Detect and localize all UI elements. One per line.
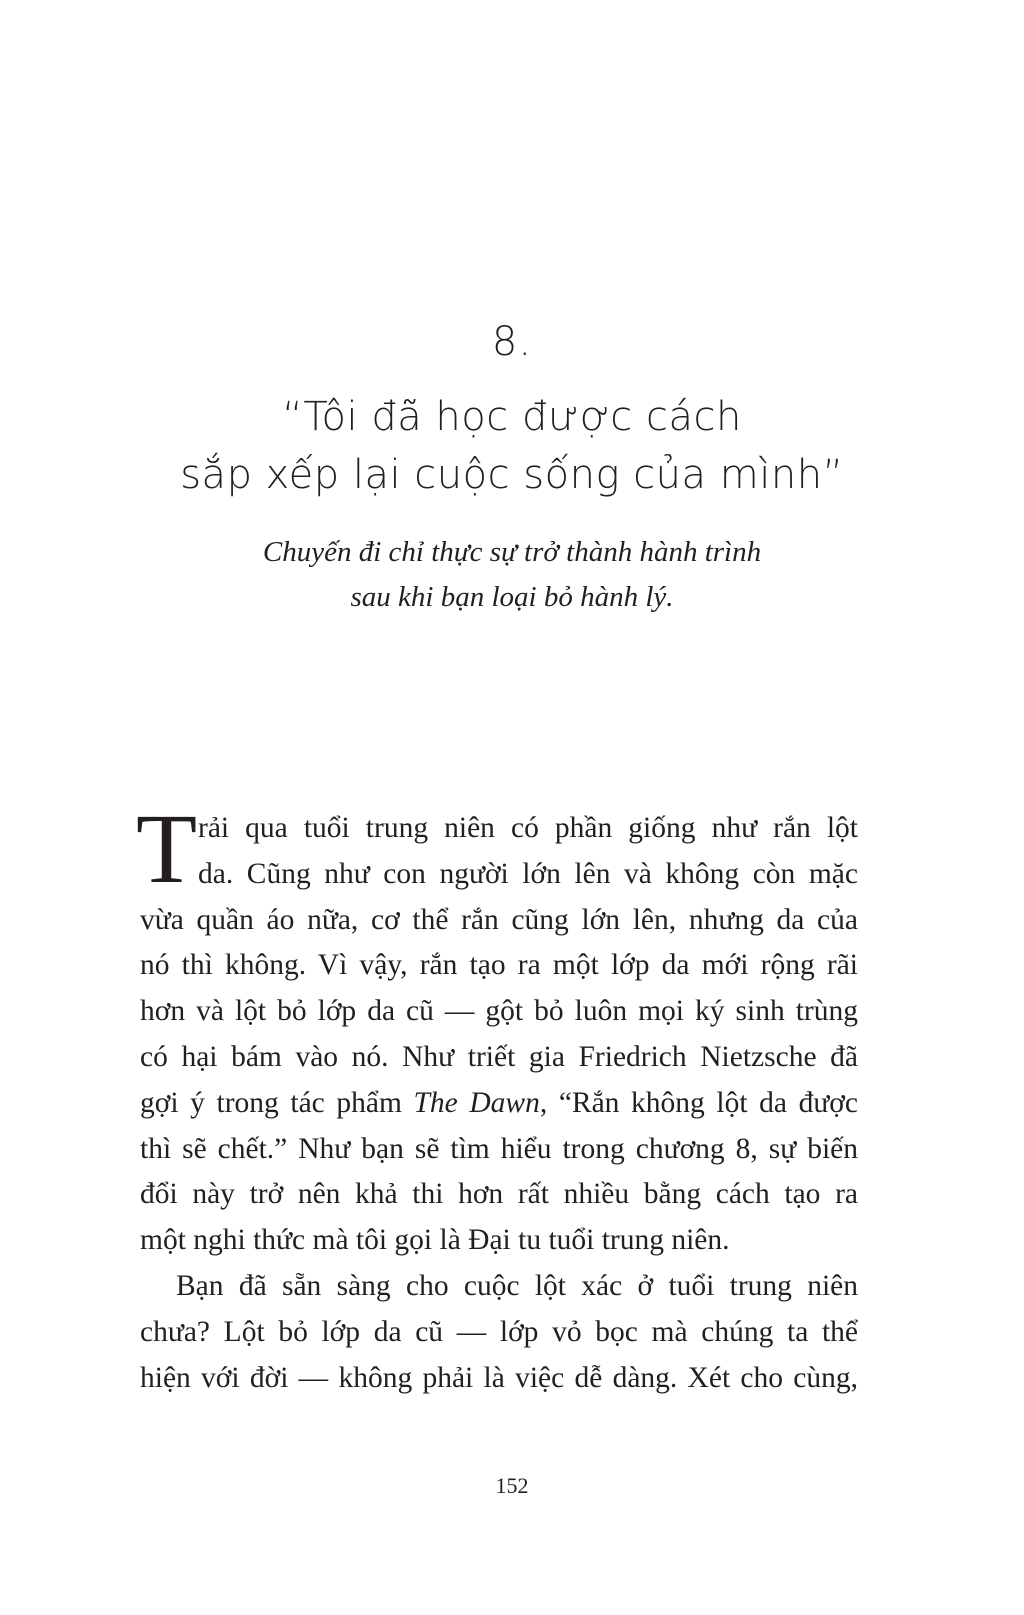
body-line-part: , “Rắn không lột da được	[539, 1086, 859, 1119]
epigraph-line: Chuyến đi chỉ thực sự trở thành hành trình	[262, 536, 762, 568]
body-line: đổi này trở nên khả thi hơn rất nhiều bằng cách tạo ra	[140, 1178, 858, 1211]
drop-cap: T	[136, 793, 198, 904]
body-line: da. Cũng như con người lớn lên và không còn mặc	[198, 857, 858, 890]
epigraph	[100, 530, 924, 620]
page-number: 152	[495, 1473, 529, 1498]
book-title: The Dawn	[413, 1086, 540, 1119]
body-line: một nghi thức mà tôi gọi là Đại tu tuổi trung niên.	[140, 1224, 730, 1257]
body-line: nó thì không. Vì vậy, rắn tạo ra một lớp da mới rộng rãi	[140, 949, 858, 982]
body-line-part: gợi ý trong tác phẩm	[140, 1086, 414, 1119]
body-line: chưa? Lột bỏ lớp da cũ — lớp vỏ bọc mà chúng ta thể	[140, 1315, 858, 1348]
body-line	[140, 1081, 858, 1127]
body-line: hơn và lột bỏ lớp da cũ — gột bỏ luôn mọi ký sinh trùng	[140, 995, 858, 1028]
body-line: có hại bám vào nó. Như triết gia Friedrich Nietzsche đã	[140, 1040, 858, 1073]
body-line: vừa quần áo nữa, cơ thể rắn cũng lớn lên, nhưng da của	[140, 903, 858, 936]
chapter-title-line: “Tôi đã học được cách	[282, 394, 742, 440]
body-line: hiện với đời — không phải là việc dễ dàng. Xét cho cùng,	[140, 1361, 858, 1394]
epigraph-line: sau khi bạn loại bỏ hành lý.	[350, 581, 674, 613]
body-line: Bạn đã sẵn sàng cho cuộc lột xác ở tuổi trung niên	[176, 1269, 858, 1302]
body-line: thì sẽ chết.” Như bạn sẽ tìm hiểu trong chương 8, sự biến	[140, 1132, 858, 1165]
chapter-title	[60, 388, 964, 504]
chapter-title-line: sắp xếp lại cuộc sống của mình”	[180, 452, 844, 498]
chapter-number: 8.	[491, 319, 533, 365]
body-text	[140, 806, 858, 1401]
body-line: rải qua tuổi trung niên có phần giống như rắn lột	[198, 812, 858, 844]
